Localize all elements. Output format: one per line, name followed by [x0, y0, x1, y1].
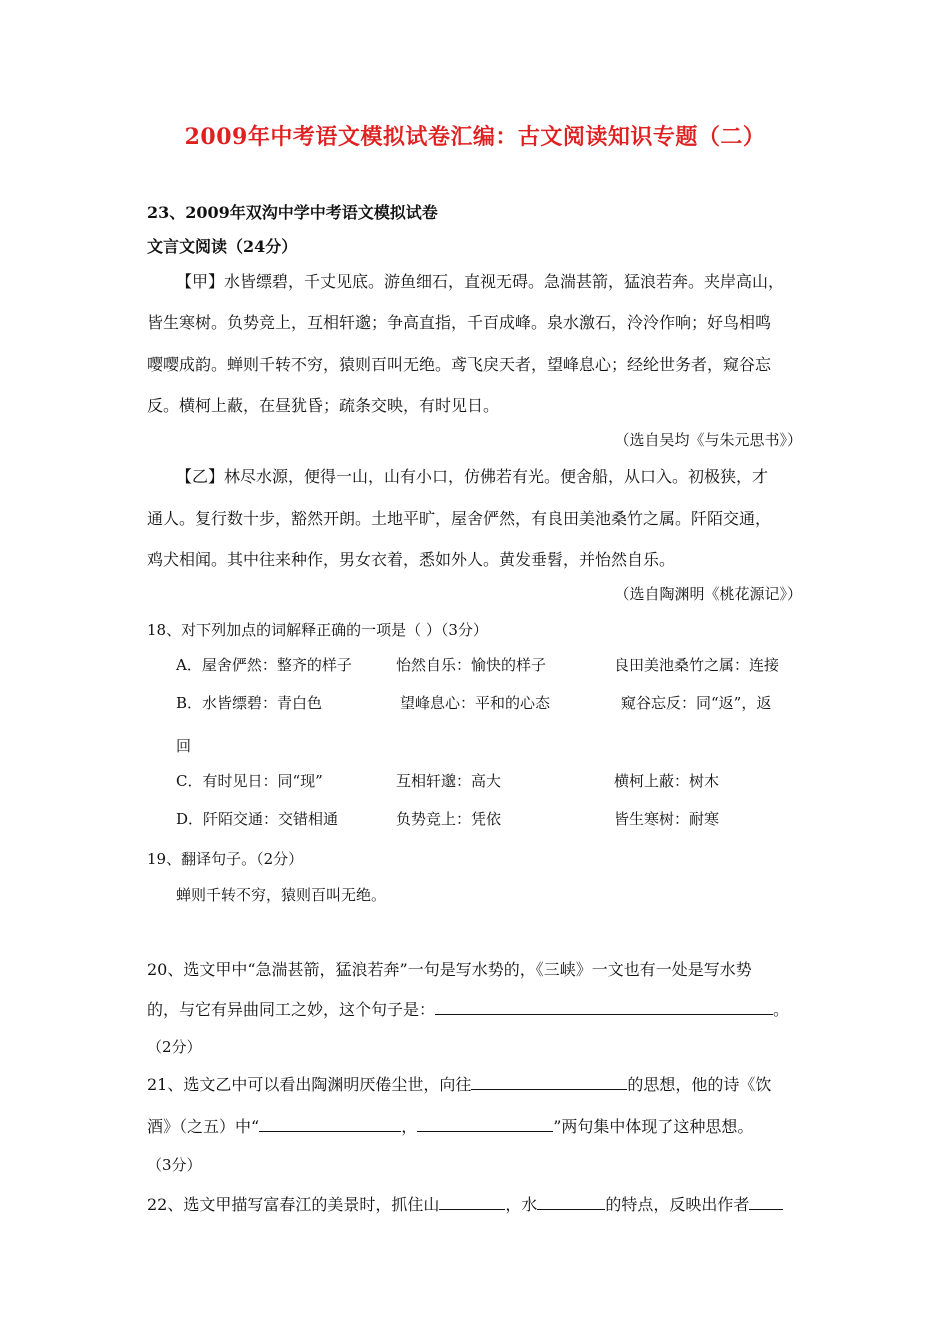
q21-answer-blank-3[interactable]: [417, 1130, 553, 1132]
q22-text-c: 的特点，反映出作者: [605, 1195, 750, 1214]
q21-text-d: ”两句集中体现了这种思想。: [553, 1117, 754, 1136]
q21-answer-blank-1[interactable]: [471, 1088, 627, 1090]
q18-option-a-3: 良田美池桑竹之属：连接: [614, 656, 780, 674]
q20-text: 的，与它有异曲同工之妙，这个句子是：: [147, 1000, 436, 1019]
q20-line-2: [147, 997, 789, 1020]
passage-yi-line-2: 通人。复行数十步，豁然开朗。土地平旷，屋舍俨然，有良田美池桑竹之属。阡陌交通，: [147, 509, 772, 528]
q22-answer-blank-1[interactable]: [439, 1208, 505, 1210]
q18-option-c-3: 横柯上蔽：树木: [614, 772, 720, 790]
q21-text-b: 的思想，他的诗《饮: [627, 1075, 772, 1094]
q22-answer-blank-3[interactable]: [749, 1208, 783, 1210]
q19-stem: 19、翻译句子。（2分）: [147, 850, 304, 868]
q18-option-a-2: 怡然自乐：愉快的样子: [396, 656, 547, 674]
q21-line-1: [147, 1072, 771, 1095]
q18-option-d-2: 负势竞上：凭依: [396, 810, 502, 828]
q22-text-b: ，水: [505, 1195, 538, 1214]
q18-option-b-1: B．水皆缥碧：青白色: [176, 694, 323, 712]
source-yi: （选自陶渊明《桃花源记》）: [614, 585, 802, 603]
q18-option-d-1: D．阡陌交通：交错相通: [176, 810, 339, 828]
q22-text-a: 22、选文甲描写富春江的美景时，抓住山: [147, 1195, 440, 1214]
q21-comma: ，: [401, 1117, 418, 1136]
q19-sentence: 蝉则千转不穷，猿则百叫无绝。: [176, 886, 387, 904]
q20-line-1: 20、选文甲中“急湍甚箭，猛浪若奔”一句是写水势的，《三峡》一文也有一处是写水势: [147, 960, 752, 979]
q18-option-b-2: 望峰息心：平和的心态: [400, 694, 551, 712]
q18-option-c-1: C．有时见日：同“现”: [176, 772, 323, 790]
passage-jia-line-4: 反。横柯上蔽，在昼犹昏；疏条交映，有时见日。: [147, 396, 500, 415]
q22-line-1: [147, 1192, 783, 1215]
q18-stem: 18、对下列加点的词解释正确的一项是（ ）（3分）: [147, 621, 488, 639]
source-jia: （选自吴均《与朱元思书》）: [614, 431, 802, 449]
q20-answer-blank[interactable]: [435, 1013, 773, 1015]
section-heading: 23、2009年双沟中学中考语文模拟试卷: [147, 203, 438, 222]
passage-yi-line-3: 鸡犬相闻。其中往来种作，男女衣着，悉如外人。黄发垂髫，并怡然自乐。: [147, 550, 676, 569]
passage-jia-line-2: 皆生寒树。负势竞上，互相轩邈；争高直指，千百成峰。泉水激石，泠泠作响；好鸟相鸣: [147, 313, 772, 332]
q22-answer-blank-2[interactable]: [537, 1208, 605, 1210]
passage-jia-line-1: 【甲】水皆缥碧，千丈见底。游鱼细石，直视无碍。急湍甚箭，猛浪若奔。夹岸高山，: [176, 272, 785, 291]
page-title: 2009年中考语文模拟试卷汇编：古文阅读知识专题（二）: [184, 124, 766, 150]
q21-points: （3分）: [147, 1156, 202, 1174]
q18-option-d-3: 皆生寒树：耐寒: [614, 810, 720, 828]
q18-option-b-3: 窥谷忘反：同“返”，返: [621, 694, 772, 712]
q20-period: 。: [773, 1000, 790, 1019]
subheading: 文言文阅读（24分）: [147, 237, 298, 256]
q18-option-b-wrap: 回: [176, 737, 192, 755]
q21-text-c: 酒》（之五）中“: [147, 1117, 260, 1136]
q18-option-c-2: 互相轩邈：高大: [396, 772, 502, 790]
passage-jia-line-3: 嘤嘤成韵。蝉则千转不穷，猿则百叫无绝。鸢飞戾天者，望峰息心；经纶世务者，窥谷忘: [147, 355, 772, 374]
q21-text-a: 21、选文乙中可以看出陶渊明厌倦尘世，向往: [147, 1075, 472, 1094]
q20-points: （2分）: [147, 1038, 202, 1056]
q18-option-a-1: A．屋舍俨然：整齐的样子: [176, 656, 352, 674]
q21-line-2: [147, 1114, 753, 1137]
q21-answer-blank-2[interactable]: [259, 1130, 401, 1132]
passage-yi-line-1: 【乙】林尽水源，便得一山，山有小口，仿佛若有光。便舍船，从口入。初极狭，才: [176, 467, 769, 486]
